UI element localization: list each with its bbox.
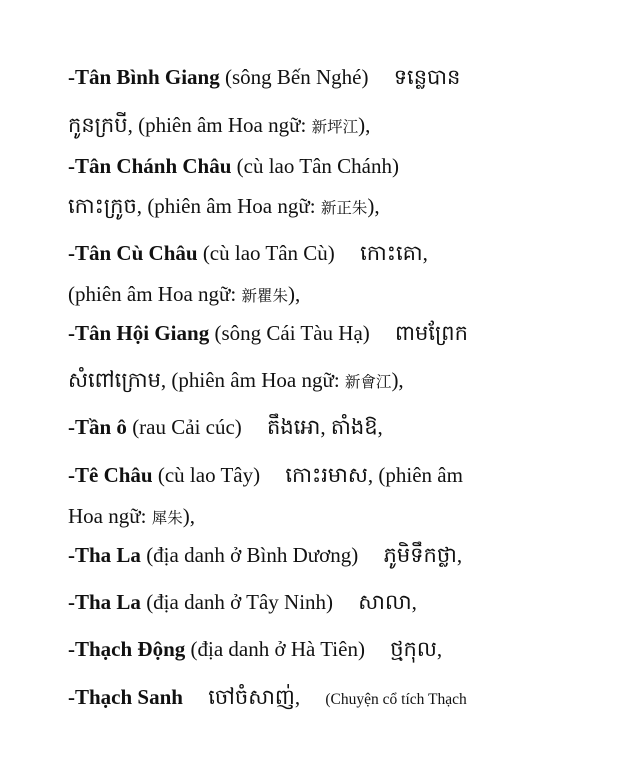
- entry-description: (cù lao Tây): [157, 463, 261, 487]
- entry-line: [68, 542, 462, 568]
- entry-description: (sông Bến Nghé): [224, 65, 369, 89]
- entry-note-end: ),: [288, 282, 301, 306]
- entry-khmer: សាលា,: [358, 590, 417, 614]
- entry-description: (địa danh ở Bình Dương): [146, 543, 359, 567]
- entry-han: 新會江: [344, 374, 392, 391]
- entry-line: [68, 684, 467, 713]
- entry-line: [68, 112, 370, 141]
- entry-note-end: ),: [358, 113, 371, 137]
- entry-han: 新正朱: [320, 200, 368, 217]
- entry-line: [68, 636, 442, 662]
- entry-line: [68, 367, 404, 396]
- entry-line: [68, 320, 468, 346]
- entry-khmer: ពាមព្រែក: [395, 321, 468, 345]
- entry-line: [68, 281, 300, 310]
- entry-khmer: ភូមិទឹកថ្លា,: [383, 543, 463, 567]
- entry-description: (cù lao Tân Chánh): [236, 154, 399, 178]
- entry-khmer: កូនក្របី,: [68, 113, 133, 137]
- entry-khmer: សំពៅក្រោម,: [68, 368, 167, 392]
- entry-han: 新瞿朱: [241, 288, 289, 305]
- entry-note: Hoa ngữ:: [68, 504, 147, 528]
- entry-description: (sông Cái Tàu Hạ): [214, 321, 370, 345]
- entry-note: (phiên âm Hoa ngữ:: [171, 368, 340, 392]
- entry-note-end: ),: [182, 504, 195, 528]
- entry-line: [68, 503, 195, 532]
- entry-khmer: តឹងអោ, តាំងឱ,: [267, 415, 383, 439]
- entry-line: [68, 414, 383, 440]
- entry-term: -Thạch Động: [68, 637, 186, 661]
- entry-term: -Tân Hội Giang: [68, 321, 210, 345]
- entry-khmer: ទន្លេបាន: [393, 65, 461, 89]
- entry-khmer: ចៅចំសាញ់,: [208, 685, 301, 709]
- entry-description: (cù lao Tân Cù): [202, 241, 335, 265]
- entry-term: -Tân Chánh Châu: [68, 154, 232, 178]
- entry-khmer: កោះរមាស,: [285, 463, 374, 487]
- entry-note: (phiên âm Hoa ngữ:: [68, 282, 237, 306]
- entry-tail: (phiên âm: [378, 463, 463, 487]
- entry-term: -Tân Cù Châu: [68, 241, 198, 265]
- entry-term: -Tân Bình Giang: [68, 65, 220, 89]
- entry-line: [68, 153, 399, 179]
- entry-han: 新坪江: [311, 119, 359, 136]
- entry-line: [68, 240, 428, 266]
- entry-line: [68, 64, 460, 90]
- entry-note-end: ),: [391, 368, 404, 392]
- entry-term: -Tha La: [68, 543, 141, 567]
- entry-khmer: កោះក្រូច,: [68, 194, 143, 218]
- entry-term: -Tần ô: [68, 415, 127, 439]
- entry-han: 犀朱: [151, 510, 183, 527]
- entry-khmer: ថ្មកុល,: [390, 637, 443, 661]
- entry-term: -Thạch Sanh: [68, 685, 183, 709]
- entry-note: (phiên âm Hoa ngữ:: [138, 113, 307, 137]
- entry-line: [68, 193, 380, 222]
- entry-term: -Tha La: [68, 590, 141, 614]
- entry-tail: (Chuyện cổ tích Thạch: [325, 691, 467, 708]
- entry-term: -Tê Châu: [68, 463, 153, 487]
- entry-note: (phiên âm Hoa ngữ:: [147, 194, 316, 218]
- entry-line: [68, 462, 463, 488]
- entry-description: (rau Cải cúc): [132, 415, 242, 439]
- entry-note-end: ),: [367, 194, 380, 218]
- entry-description: (địa danh ở Tây Ninh): [146, 590, 334, 614]
- entry-khmer: កោះគោ,: [360, 241, 428, 265]
- entry-description: (địa danh ở Hà Tiên): [190, 637, 365, 661]
- entry-line: [68, 589, 417, 615]
